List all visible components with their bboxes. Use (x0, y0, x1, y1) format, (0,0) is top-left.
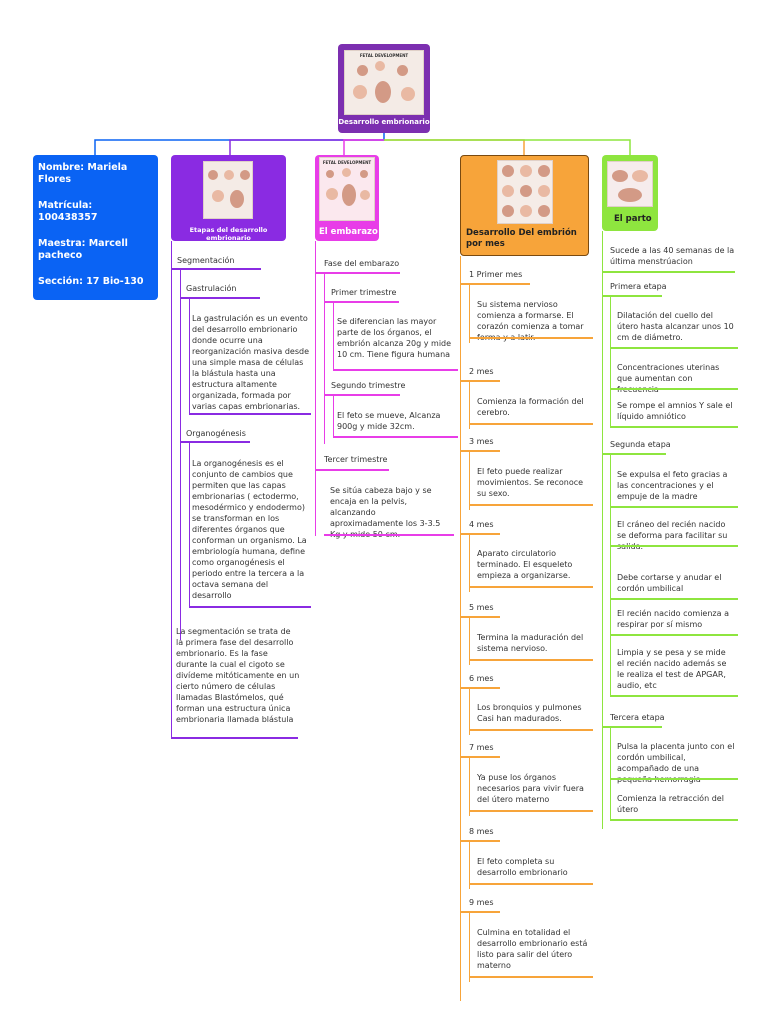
month-text-underline (469, 659, 593, 661)
parto-step-underline (610, 545, 738, 547)
month-text: Ya puse los órganos necesarios para vivir fuera del útero materno (477, 773, 584, 804)
image-header: FETAL DEVELOPMENT (359, 53, 409, 58)
month-text: Termina la maduración del sistema nervioso. (477, 633, 584, 653)
parto-step-underline (610, 634, 738, 636)
month-label-underline (460, 283, 530, 285)
month-label-underline (460, 380, 500, 382)
parto-step-text: El cráneo del recién nacido se deforma para facilitar su (617, 520, 728, 540)
month-label[interactable]: 8 mes (469, 827, 494, 836)
parto-title: El parto (614, 214, 652, 224)
parto-etapa-underline (602, 726, 662, 728)
parto-card[interactable] (602, 155, 658, 231)
month-branch-line (469, 285, 470, 343)
parto-intro: Sucede a las 40 semanas de la última menstrúacion (610, 246, 735, 266)
birth-image (607, 161, 653, 207)
parto-step-text: Comienza la retracción del útero (617, 794, 724, 814)
month-label-underline (460, 687, 500, 689)
parto-etapa-branch (610, 728, 611, 820)
parto-step-underline (610, 347, 738, 349)
month-text: Aparato circulatorio terminado. El esqueleto empieza a organizarse. (477, 549, 573, 580)
parto-step-text: Se rompe el amnios Y sale el líquido amniótico (617, 401, 733, 421)
month-text-underline (469, 337, 593, 339)
month-branch-line (469, 382, 470, 429)
parto-etapa-label[interactable]: Primera etapa (610, 282, 667, 291)
parto-step-underline (610, 388, 738, 390)
parto-step-underline (610, 819, 738, 821)
primer-trimestre-label[interactable]: Primer trimestre (331, 288, 397, 297)
embarazo-card[interactable] (315, 155, 379, 241)
student-matricula: Matrícula: 100438357 (38, 200, 98, 223)
section: Sección: 17 Bio-130 (38, 276, 144, 287)
parto-step-text: El recién nacido comienza a respirar por sí mismo (617, 609, 729, 629)
segundo-trimestre-text: El feto se mueve, Alcanza 900g y mide 32cm. (337, 411, 441, 431)
organogenesis-text: La organogénesis es el conjunto de cambios que permiten que las capas embrionarias ( ectodermo, mesodérmico y endodermo) se transforman en los diferentes órganos que conforman un organismo. La embriología humana, define como organogénesis el periodo entre la tercera a la octava semana del desarrollo (192, 459, 307, 600)
embryo-stages-image (203, 161, 253, 219)
organogenesis-label[interactable]: Organogénesis (186, 429, 246, 438)
month-text-underline (469, 729, 593, 731)
month-label[interactable]: 3 mes (469, 437, 494, 446)
segundo-trimestre-label[interactable]: Segundo trimestre (331, 381, 406, 390)
month-label[interactable]: 9 mes (469, 898, 494, 907)
parto-etapa-branch (610, 297, 611, 427)
parto-step-underline (610, 778, 738, 780)
month-label[interactable]: 2 mes (469, 367, 494, 376)
month-text-underline (469, 504, 593, 506)
month-branch-line (469, 758, 470, 816)
month-branch-line (469, 842, 470, 889)
month-label-underline (460, 911, 500, 913)
root-node[interactable] (338, 44, 430, 133)
month-label[interactable]: 1 Primer mes (469, 270, 523, 279)
embarazo-title: El embarazo (319, 227, 378, 237)
month-text-underline (469, 976, 593, 978)
segmentacion-label[interactable]: Segmentación (177, 256, 235, 265)
month-text: Los bronquios y pulmones Casi han madurados. (477, 703, 582, 723)
month-label[interactable]: 4 mes (469, 520, 494, 529)
month-label-underline (460, 616, 500, 618)
month-label[interactable]: 5 mes (469, 603, 494, 612)
meses-title: Desarrollo Del embrión por mes (466, 228, 577, 249)
embarazo-image-header: FETAL DEVELOPMENT (322, 160, 372, 165)
month-text: El feto puede realizar movimientos. Se reconoce su sexo. (477, 467, 584, 498)
parto-step-text: Dilatación del cuello del útero hasta alcanzar unos 10 cm de diámetro. (617, 311, 734, 342)
month-label[interactable]: 6 mes (469, 674, 494, 683)
teacher-name: Maestra: Marcell pacheco (38, 238, 128, 261)
parto-step-text: Pulsa la placenta junto con el cordón umbilical, acompañado de una (617, 742, 735, 773)
meses-card[interactable] (460, 155, 589, 256)
month-label-underline (460, 450, 500, 452)
embarazo-image (319, 157, 375, 221)
parto-step-text: Se expulsa el feto gracias a las concentraciones y el empuje de la madre (617, 470, 728, 501)
month-label-underline (460, 840, 500, 842)
fase-embarazo-label[interactable]: Fase del embarazo (324, 259, 400, 268)
monthly-development-image (497, 160, 553, 224)
student-info-card (33, 155, 158, 337)
parto-step-text: Limpia y se pesa y se mide el recién nacido además se le realiza el test de APGAR, audio, etc (617, 648, 727, 690)
month-label-underline (460, 533, 500, 535)
month-text: Culmina en totalidad el desarrollo embrionario está listo para salir del útero materno (477, 928, 588, 970)
fetal-development-image (344, 50, 424, 115)
parto-step-underline (610, 598, 738, 600)
creation-date: Fecha de elaboración: 4/16/2022 (38, 302, 105, 337)
tercer-trimestre-label[interactable]: Tercer trimestre (324, 455, 388, 464)
month-label[interactable]: 7 mes (469, 743, 494, 752)
parto-step-underline (610, 506, 738, 508)
month-text: El feto completa su desarrollo embrionario (477, 857, 568, 877)
parto-etapa-label[interactable]: Segunda etapa (610, 440, 671, 449)
month-branch-line (469, 452, 470, 510)
month-text-underline (469, 883, 593, 885)
parto-etapa-underline (602, 453, 666, 455)
parto-step-text: Concentraciones uterinas que aumentan con (617, 363, 720, 383)
parto-etapa-branch (610, 455, 611, 696)
month-branch-line (469, 618, 470, 665)
month-text-underline (469, 810, 593, 812)
etapas-title: Etapas del desarrollo embrionario (189, 226, 268, 242)
primer-trimestre-text: Se diferencian las mayor parte de los órganos, el embrión alcanza 20g y mide 10 cm. Tiene figura humana (337, 317, 452, 359)
parto-etapa-underline (602, 295, 662, 297)
month-text: Comienza la formación del cerebro. (477, 397, 584, 417)
month-text: Su sistema nervioso comienza a formarse. El corazón comienza a tomar (477, 300, 584, 331)
month-text-underline (469, 423, 593, 425)
root-title: Desarrollo embrionario (338, 118, 430, 126)
month-branch-line (469, 913, 470, 982)
month-label-underline (460, 756, 500, 758)
month-text-underline (469, 586, 593, 588)
month-branch-line (469, 535, 470, 592)
parto-step-underline (610, 695, 738, 697)
parto-step-text: Debe cortarse y anudar el cordón umbilical (617, 573, 722, 593)
parto-step-underline (610, 426, 738, 428)
parto-etapa-label[interactable]: Tercera etapa (610, 713, 665, 722)
etapas-card[interactable] (171, 155, 286, 241)
student-name: Nombre: Mariela Flores (38, 162, 128, 185)
tercer-trimestre-text: Se sitúa cabeza bajo y se encaja en la pelvis, alcanzando aproximadamente los 3-3.5 (330, 486, 441, 528)
gastrulacion-text: La gastrulación es un evento del desarrollo embrionario donde ocurre una reorganización masiva desde una simple masa de células la blástula hasta una estructura altamente organizada, formada por varias capas embrionarias. (192, 314, 310, 411)
gastrulacion-label[interactable]: Gastrulación (186, 284, 237, 293)
segmentacion-text: La segmentación se trata de la primera fase del desarrollo embrionario. Es la fase durante la cual el cigoto se divídeme mitóticamente en un cierto número de células llamadas Blastómelos, qué forman una estructura única embrionaria llamada blástula (176, 627, 300, 724)
